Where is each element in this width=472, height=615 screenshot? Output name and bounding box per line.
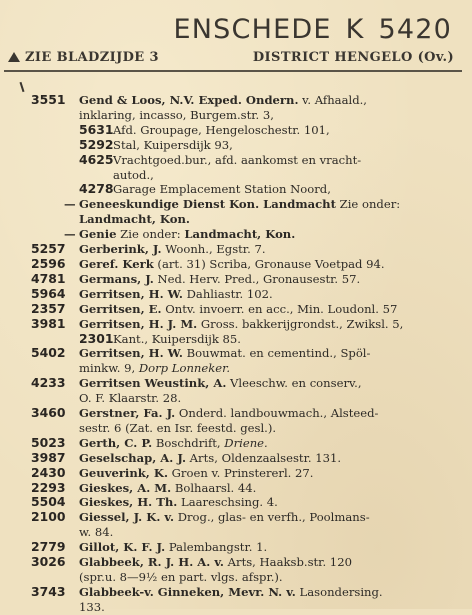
entry-detail: Vrachtgoed.bur., afd. aankomst en vracht- xyxy=(113,152,362,167)
entry-text xyxy=(79,555,458,570)
entry-detail: Gross. bakkerijgrondst., Zwiksl. 5, xyxy=(197,316,404,331)
phone-number: 4278 xyxy=(79,181,114,197)
entry-text xyxy=(113,153,458,168)
phone-number: 3460 xyxy=(31,405,66,421)
phone-number: 5402 xyxy=(31,345,66,361)
phone-number: 2596 xyxy=(31,255,66,271)
directory-entry xyxy=(0,585,472,600)
dash-marker: — xyxy=(64,227,76,242)
entry-detail: minkw. 9, xyxy=(79,361,139,376)
entry-name: Landmacht, Kon. xyxy=(184,227,296,242)
directory-entry xyxy=(0,317,472,332)
directory-entry xyxy=(0,272,472,287)
entry-text xyxy=(79,540,458,555)
entry-detail: Palembangstr. 1. xyxy=(165,540,268,555)
directory-entry xyxy=(0,138,472,153)
entry-locality: Driene. xyxy=(224,435,268,450)
directory-entry xyxy=(0,242,472,257)
entry-text xyxy=(79,451,458,466)
entry-name: Genie xyxy=(79,227,117,242)
entry-detail: Arts, Haaksb.str. 120 xyxy=(223,555,352,570)
entry-text xyxy=(113,182,458,197)
header-place: ENSCHEDE xyxy=(173,14,332,45)
entry-text xyxy=(79,197,458,212)
entry-detail: Onderd. landbouwmach., Alsteed- xyxy=(175,406,379,421)
directory-listing xyxy=(0,93,472,615)
phone-number: 5257 xyxy=(31,241,66,257)
entry-text xyxy=(79,287,458,302)
entry-text xyxy=(79,495,458,510)
entry-detail: Kant., Kuipersdijk 85. xyxy=(113,331,241,346)
directory-entry xyxy=(0,510,472,525)
entry-detail: autod., xyxy=(113,167,154,182)
entry-detail: Drog., glas- en verfh., Poolmans- xyxy=(174,510,370,525)
entry-continuation xyxy=(0,525,472,540)
entry-detail: sestr. 6 (Zat. en Isr. feestd. gesl.). xyxy=(79,420,277,435)
see-page-note xyxy=(8,50,159,65)
entry-text xyxy=(79,391,458,406)
phone-number: 5631 xyxy=(79,121,114,137)
header-divider xyxy=(4,70,462,72)
entry-continuation xyxy=(0,212,472,227)
entry-continuation xyxy=(0,168,472,183)
directory-entry xyxy=(0,123,472,138)
phone-number: 5023 xyxy=(31,434,66,450)
entry-continuation xyxy=(0,421,472,436)
phone-number: 2357 xyxy=(31,300,66,316)
entry-detail: 133. xyxy=(79,599,105,614)
entry-text xyxy=(113,332,458,347)
directory-entry xyxy=(0,346,472,361)
directory-entry xyxy=(0,153,472,168)
entry-continuation xyxy=(0,227,472,242)
district-label: DISTRICT HENGELO (Ov.) xyxy=(252,50,454,65)
entry-text xyxy=(79,272,458,287)
entry-text xyxy=(79,406,458,421)
entry-text xyxy=(79,227,458,242)
entry-detail: Dahliastr. 102. xyxy=(182,286,273,301)
directory-entry xyxy=(0,302,472,317)
phone-number: 2293 xyxy=(31,479,66,495)
directory-entry xyxy=(0,540,472,555)
directory-entry xyxy=(0,436,472,451)
entry-name: Geuverink, K. xyxy=(79,465,168,480)
entry-name: Gerritsen, E. xyxy=(79,301,162,316)
entry-continuation xyxy=(0,600,472,615)
entry-text xyxy=(79,466,458,481)
entry-text xyxy=(79,585,458,600)
phone-number: 5964 xyxy=(31,285,66,301)
entry-detail: Zie onder: xyxy=(335,197,401,212)
phone-number: 4625 xyxy=(79,151,114,167)
entry-detail: (spr.u. 8—9½ en part. vlgs. afspr.). xyxy=(79,570,283,584)
entry-text xyxy=(79,361,458,376)
entry-detail: Lasondersing. xyxy=(295,584,383,599)
directory-entry xyxy=(0,555,472,570)
entry-detail: Stal, Kuipersdijk 93, xyxy=(113,137,233,152)
entry-text xyxy=(79,212,458,227)
entry-continuation xyxy=(0,361,472,376)
entry-name: Geselschap, A. J. xyxy=(79,450,186,465)
phone-number: 3987 xyxy=(31,449,66,465)
pen-mark xyxy=(20,82,25,92)
phone-number: 4781 xyxy=(31,270,66,286)
see-page-label: ZIE BLADZIJDE 3 xyxy=(25,50,159,65)
entry-name: Gerritsen, H. J. M. xyxy=(79,316,198,331)
directory-entry xyxy=(0,406,472,421)
entry-name: Gerth, C. P. xyxy=(79,435,153,450)
entry-text xyxy=(79,376,458,391)
entry-detail: Groen v. Prinstererl. 27. xyxy=(167,465,314,480)
entry-detail: Boschdrift, xyxy=(152,435,225,450)
phone-number: 2100 xyxy=(31,509,66,525)
entry-detail: Zie onder: xyxy=(116,227,185,242)
entry-text xyxy=(79,242,458,257)
phone-number: 2430 xyxy=(31,464,66,480)
entry-name: Gerritsen, H. W. xyxy=(79,346,183,361)
entry-name: Glabbeek-v. Ginneken, Mevr. N. v. xyxy=(79,584,296,599)
entry-detail: Bouwmat. en cementind., Spöl- xyxy=(182,346,371,361)
phone-number: 2779 xyxy=(31,539,66,555)
entry-text xyxy=(113,168,458,183)
entry-name: Geref. Kerk xyxy=(79,256,154,271)
directory-entry xyxy=(0,451,472,466)
directory-entry xyxy=(0,287,472,302)
entry-detail: Afd. Groupage, Hengeloschestr. 101, xyxy=(113,122,330,137)
entry-name: Glabbeek, R. J. H. A. v. xyxy=(79,555,224,570)
phone-number: 4233 xyxy=(31,375,66,391)
directory-entry xyxy=(0,495,472,510)
phone-number: 2301 xyxy=(79,330,114,346)
directory-entry xyxy=(0,466,472,481)
entry-continuation xyxy=(0,108,472,123)
directory-entry xyxy=(0,182,472,197)
entry-text xyxy=(113,138,458,153)
entry-name: Gieskes, H. Th. xyxy=(79,495,178,510)
entry-locality: Dorp Lonneker. xyxy=(138,361,231,376)
entry-text xyxy=(79,525,458,540)
entry-continuation xyxy=(0,570,472,585)
phone-number: 5504 xyxy=(31,494,66,510)
entry-text xyxy=(79,510,458,525)
page-subheader xyxy=(8,50,454,65)
directory-entry xyxy=(0,376,472,391)
entry-detail: Ned. Herv. Pred., Gronausestr. 57. xyxy=(153,271,361,286)
entry-name: Germans, J. xyxy=(79,271,154,286)
entry-text xyxy=(79,570,458,585)
entry-text xyxy=(79,317,458,332)
entry-text xyxy=(79,436,458,451)
phone-number: 3981 xyxy=(31,315,66,331)
entry-detail: Garage Emplacement Station Noord, xyxy=(113,182,331,197)
entry-detail: w. 84. xyxy=(79,525,114,540)
entry-detail: Vleeschw. en conserv., xyxy=(226,376,362,391)
directory-entry xyxy=(0,93,472,108)
dash-marker: — xyxy=(64,197,76,212)
directory-entry xyxy=(0,481,472,496)
entry-detail: O. F. Klaarstr. 28. xyxy=(79,391,182,406)
phone-number: 3743 xyxy=(31,583,66,599)
entry-name: Landmacht, Kon. xyxy=(79,212,190,227)
page-header xyxy=(174,14,452,45)
entry-name: Gerritsen Weustink, A. xyxy=(79,376,227,391)
directory-entry xyxy=(0,257,472,272)
entry-name: Gillot, K. F. J. xyxy=(79,540,166,555)
entry-name: Gerberink, J. xyxy=(79,242,162,257)
entry-detail: v. Afhaald., xyxy=(298,93,367,107)
entry-name: Gend & Loos, N.V. Exped. Ondern. xyxy=(79,93,299,107)
phone-number: 3026 xyxy=(31,554,66,570)
entry-detail: Woonh., Egstr. 7. xyxy=(161,242,266,257)
triangle-icon xyxy=(8,52,20,62)
entry-continuation xyxy=(0,197,472,212)
entry-text xyxy=(79,481,458,496)
entry-name: Geneeskundige Dienst Kon. Landmacht xyxy=(79,197,336,212)
entry-name: Gieskes, A. M. xyxy=(79,480,172,495)
entry-detail: (art. 31) Scriba, Gronause Voetpad 94. xyxy=(153,256,385,271)
phone-number: 3551 xyxy=(31,92,66,107)
entry-text xyxy=(79,600,458,615)
entry-detail: Arts, Oldenzaalsestr. 131. xyxy=(185,450,342,465)
entry-text xyxy=(113,123,458,138)
entry-name: Giessel, J. K. v. xyxy=(79,510,175,525)
header-page-number: 5420 xyxy=(378,14,452,45)
header-letter: K xyxy=(345,14,365,45)
phone-number: 5292 xyxy=(79,136,114,152)
entry-name: Gerritsen, H. W. xyxy=(79,286,183,301)
entry-detail: Laareschsing. 4. xyxy=(177,495,278,510)
entry-text xyxy=(79,421,458,436)
entry-text xyxy=(79,302,458,317)
entry-detail: inklaring, incasso, Burgem.str. 3, xyxy=(79,107,274,122)
entry-text xyxy=(79,93,458,108)
entry-text xyxy=(79,257,458,272)
entry-name: Gerstner, Fa. J. xyxy=(79,406,176,421)
entry-text xyxy=(79,346,458,361)
entry-detail: Ontv. invoerr. en acc., Min. Loudonl. 57 xyxy=(161,301,398,316)
entry-continuation xyxy=(0,391,472,406)
entry-text xyxy=(79,108,458,123)
directory-entry xyxy=(0,332,472,347)
entry-detail: Bolhaarsl. 44. xyxy=(171,480,257,495)
